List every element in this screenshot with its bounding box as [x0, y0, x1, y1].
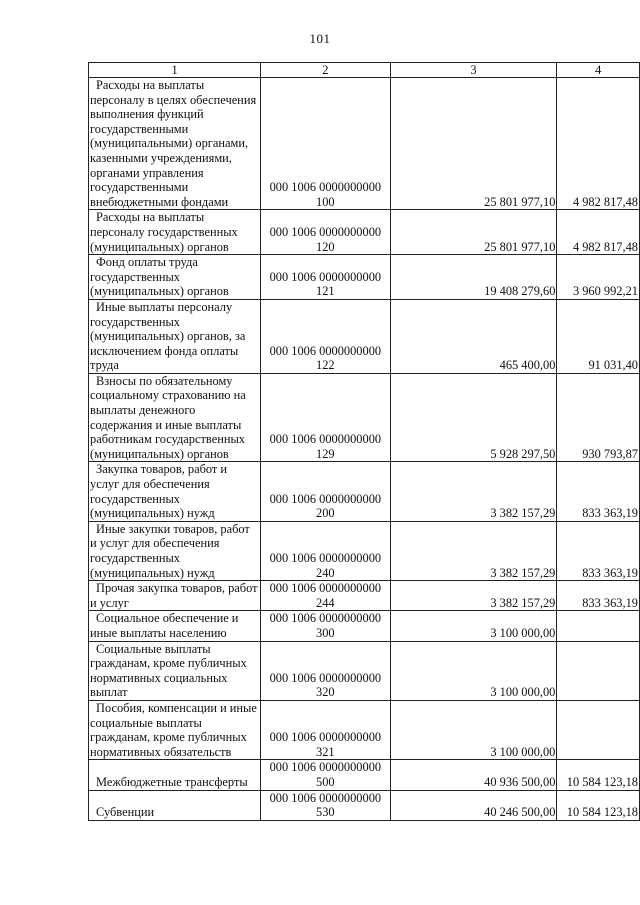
- row-amount-col4: 833 363,19: [557, 581, 640, 611]
- column-header-1: 1: [89, 63, 261, 78]
- row-amount-col3: 3 382 157,29: [390, 521, 557, 580]
- table-row: [89, 255, 640, 300]
- row-amount-col3: 3 382 157,29: [390, 581, 557, 611]
- table-header-row: [89, 63, 640, 78]
- row-name: Социальные выплаты гражданам, кроме публичных нормативных социальных выплат: [89, 641, 261, 700]
- row-amount-col3: 3 100 000,00: [390, 700, 557, 759]
- row-amount-col4: [557, 641, 640, 700]
- table-row: [89, 299, 640, 373]
- row-amount-col4: 930 793,87: [557, 373, 640, 462]
- table-row: [89, 790, 640, 820]
- row-amount-col4: 3 960 992,21: [557, 255, 640, 300]
- row-amount-col3: 465 400,00: [390, 299, 557, 373]
- column-header-3: 3: [390, 63, 557, 78]
- row-code: 000 1006 0000000000 200: [261, 462, 390, 521]
- table-row: [89, 521, 640, 580]
- row-code: 000 1006 0000000000 240: [261, 521, 390, 580]
- column-header-2: 2: [261, 63, 390, 78]
- row-amount-col3: 3 100 000,00: [390, 641, 557, 700]
- row-name: Пособия, компенсации и иные социальные выплаты гражданам, кроме публичных нормативных обязательств: [89, 700, 261, 759]
- row-amount-col4: [557, 700, 640, 759]
- row-amount-col4: 833 363,19: [557, 521, 640, 580]
- row-code: 000 1006 0000000000 122: [261, 299, 390, 373]
- row-amount-col4: [557, 611, 640, 641]
- row-code: 000 1006 0000000000 300: [261, 611, 390, 641]
- budget-table: [88, 62, 640, 821]
- table-row: [89, 462, 640, 521]
- row-name: Расходы на выплаты персоналу государственных (муниципальных) органов: [89, 210, 261, 255]
- row-name: Взносы по обязательному социальному страхованию на выплаты денежного содержания и иные выплаты работникам государственных (муниципальных) органов: [89, 373, 261, 462]
- row-code: 000 1006 0000000000 321: [261, 700, 390, 759]
- row-name: Закупка товаров, работ и услуг для обеспечения государственных (муниципальных) нужд: [89, 462, 261, 521]
- row-amount-col4: 4 982 817,48: [557, 78, 640, 210]
- row-name: Социальное обеспечение и иные выплаты населению: [89, 611, 261, 641]
- row-code: 000 1006 0000000000 530: [261, 790, 390, 820]
- row-amount-col3: 40 936 500,00: [390, 760, 557, 790]
- row-amount-col3: 3 382 157,29: [390, 462, 557, 521]
- row-name: Фонд оплаты труда государственных (муниципальных) органов: [89, 255, 261, 300]
- row-amount-col3: 3 100 000,00: [390, 611, 557, 641]
- row-name: Иные закупки товаров, работ и услуг для обеспечения государственных (муниципальных) нужд: [89, 521, 261, 580]
- row-amount-col3: 25 801 977,10: [390, 210, 557, 255]
- row-name: Межбюджетные трансферты: [89, 760, 261, 790]
- row-amount-col4: 10 584 123,18: [557, 760, 640, 790]
- row-amount-col3: 40 246 500,00: [390, 790, 557, 820]
- page-number: 101: [309, 31, 331, 46]
- row-amount-col4: 4 982 817,48: [557, 210, 640, 255]
- row-code: 000 1006 0000000000 244: [261, 581, 390, 611]
- row-code: 000 1006 0000000000 120: [261, 210, 390, 255]
- table-row: [89, 641, 640, 700]
- row-code: 000 1006 0000000000 100: [261, 78, 390, 210]
- row-name: Прочая закупка товаров, работ и услуг: [89, 581, 261, 611]
- table-row: [89, 760, 640, 790]
- row-code: 000 1006 0000000000 320: [261, 641, 390, 700]
- row-amount-col4: 833 363,19: [557, 462, 640, 521]
- table-row: [89, 373, 640, 462]
- table-row: [89, 581, 640, 611]
- table-row: [89, 700, 640, 759]
- row-amount-col3: 5 928 297,50: [390, 373, 557, 462]
- row-amount-col3: 19 408 279,60: [390, 255, 557, 300]
- table-row: [89, 78, 640, 210]
- table-row: [89, 611, 640, 641]
- row-code: 000 1006 0000000000 500: [261, 760, 390, 790]
- row-code: 000 1006 0000000000 129: [261, 373, 390, 462]
- row-amount-col4: 10 584 123,18: [557, 790, 640, 820]
- row-name: Субвенции: [89, 790, 261, 820]
- row-name: Иные выплаты персоналу государственных (муниципальных) органов, за исключением фонда оплаты труда: [89, 299, 261, 373]
- column-header-4: 4: [557, 63, 640, 78]
- row-name: Расходы на выплаты персоналу в целях обеспечения выполнения функций государственными (муниципальными) органами, казенными учреждениями, органами управления государственными внебюджетными фондами: [89, 78, 261, 210]
- row-amount-col3: 25 801 977,10: [390, 78, 557, 210]
- row-amount-col4: 91 031,40: [557, 299, 640, 373]
- row-code: 000 1006 0000000000 121: [261, 255, 390, 300]
- table-row: [89, 210, 640, 255]
